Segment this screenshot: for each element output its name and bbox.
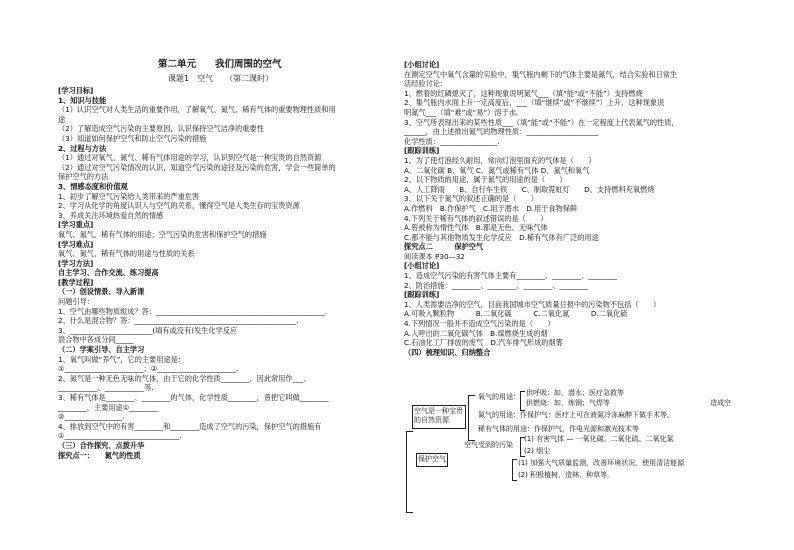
protect-measure-1: (1) 加强大气质量监测，改善环境状况，使用清洁能源 xyxy=(518,459,685,467)
right-line: 2、以下物质的用途，属于氮气的用途的是（ ） xyxy=(404,175,567,185)
rare-gas-use: 稀有气体的用途：作保护气，作电光源和激光技术等 xyxy=(478,425,639,433)
right-line: A.可吸入颗粒物 B.二氧化碳 C.二氧化氮 D.二氧化硫 xyxy=(404,309,628,319)
pollution-label: 空气受到的污染 xyxy=(464,441,513,449)
left-line: ②________________. xyxy=(58,412,125,422)
left-line: 混合物中各成分间_____ xyxy=(58,335,134,345)
right-line: 阅读课本 P30—32 xyxy=(404,251,465,261)
left-line: 1、初步了解空气污染给人类带来的严重危害 xyxy=(58,191,200,201)
main-brace xyxy=(406,431,413,513)
right-line: [跟踪训练] xyxy=(404,290,440,300)
o2-use-a: 供呼吸：如，潜水；医疗急救等 xyxy=(526,389,624,397)
pollution-dust: (2) 烟尘 xyxy=(524,447,551,455)
protect-label: 保护空气 xyxy=(418,455,446,463)
left-line: 保护空气的方法 xyxy=(58,172,109,182)
right-line: 1、为了使灯泡经久耐用，常向灯泡里面充的气体是（ ） xyxy=(404,155,596,165)
left-line: （三）合作探究、点拨升华 xyxy=(58,440,145,450)
right-line: A、二氧化碳 B、氧气 C、氮气或稀有气体 D、氮气和氧气 xyxy=(404,165,590,175)
right-line: 明氮气___（填“难”或“易”）溶于水。 xyxy=(404,107,524,117)
right-line: 4.下列情况一般并不造成空气污染的是（ ） xyxy=(404,319,555,329)
protect-measure-2: (2) 积极植树、造林、种草等。 xyxy=(518,471,615,479)
pollution-gas: (1) 有害气体 — 一氧化碳、二氧化硫、二氧化氮 xyxy=(524,435,674,443)
protect-brace xyxy=(512,459,517,481)
right-line: ______，由上述推出氮气的物理性质：____________________ xyxy=(404,127,599,137)
right-line: 在测定空气中氧气含量的实验中，集气瓶内剩下的气体主要是氮气，结合实验和日常生 xyxy=(404,69,678,79)
right-line: 探究点二 保护空气 xyxy=(404,242,484,252)
right-line: 1、人类需要洁净的空气，目前我国城市空气质量日报中的污染物不包括（ ） xyxy=(404,299,661,309)
left-line: （2）通过对空气污染情况的认识，知道空气污染的途径及污染的危害，学会一些简单的 xyxy=(58,162,336,172)
left-line: ________，主要用途①________ xyxy=(58,402,158,412)
n2-use: 氮气的用途：作保护气：医疗上可在液氮冷冻麻醉下做手术等。 xyxy=(478,411,674,419)
left-line: [教学过程] xyxy=(58,277,94,287)
left-line: 问题引导： xyxy=(58,297,94,307)
left-line: 途 xyxy=(58,114,66,124)
root-label: 空气是一种宝贵的自然资源 xyxy=(414,407,463,424)
right-line: 化学性质：________________. xyxy=(404,136,500,146)
left-line: 3、养成关注环境热爱自然的情感 xyxy=(58,210,164,220)
left-line: （3）知道如何保护空气和防止空气污染的措施 xyxy=(58,133,207,143)
right-line: A.人呼出的二氧化碳气体 B.煤燃烧生成的烟 xyxy=(404,328,548,338)
right-line: A.作燃料 B.作保护气 C.用于潜水 D.用于食物保鲜 xyxy=(404,203,578,213)
left-line: （一）创设情景、导入新课 xyxy=(58,287,145,297)
left-line: （二）学案引导、自主学习 xyxy=(58,345,145,355)
right-line: [小组讨论] xyxy=(404,60,440,69)
o2-brace xyxy=(520,391,525,411)
right-line: A.曾被称为惰性气体 B.都是无色、无味气体 xyxy=(404,223,548,233)
right-line: C.石油化工厂排放的废气 D.汽车排气形成的烟雾 xyxy=(404,338,563,348)
right-line: 3、以下关于氮气的叙述正确的是（ ） xyxy=(404,194,538,204)
side-note: 造成空 xyxy=(710,399,731,407)
left-line: （1）通过对氧气、氮气、稀有气体用途的学习，认识到空气是一种宝贵的自然资源 xyxy=(58,153,322,163)
left-line: （2）了解造成空气污染的主要原因，认识保持空气洁净的重要性 xyxy=(58,124,264,134)
right-line: 2、集气瓶内水面上升一定高度后，___（填“继续”或“不继续”）上升，这种现象说 xyxy=(404,98,665,108)
left-line: 3、情感态度和价值观 xyxy=(58,181,128,191)
o2-use-label: 氧气的用途： xyxy=(478,393,520,401)
left-line: 2、什么是混合物？答：_____________________________________________. xyxy=(58,316,299,326)
left-line: ①________________________________. xyxy=(58,431,182,441)
left-line: 4、排放到空气中的有害________和________造成了空气的污染，保护空气的措施有 xyxy=(58,421,322,431)
left-line: 自主学习、合作交流、练习提高 xyxy=(58,268,159,278)
knowledge-summary-diagram xyxy=(404,391,749,541)
left-line: [学习重点] xyxy=(58,220,94,230)
right-line: [小组讨论] xyxy=(404,261,440,271)
root-brace xyxy=(468,395,475,441)
o2-use-b: 供燃烧：如，炼钢；气焊等 xyxy=(526,399,610,407)
left-line: 1、空气由哪些物质组成？答：_______________________________________________. xyxy=(58,306,328,316)
left-line: [学习难点] xyxy=(58,239,94,249)
left-line: 1、氧气叫做“养气”，它的主要用途是： xyxy=(58,354,186,364)
right-line: 2、防治措施：________、________、________、________ xyxy=(404,280,589,290)
right-line: 1、燃着的红磷熄灭了，这种现象说明氮气___（填“能”或“不能”）支持燃烧 xyxy=(404,88,643,98)
left-line: 1、知识与技能 xyxy=(58,95,107,105)
left-line: ___________、___________等. xyxy=(58,383,154,393)
right-line: 4.下列关于稀有气体的叙述错误的是（ ） xyxy=(404,213,548,223)
right-line: 3、空气所表现出来的某些性质___（填“能”或“不能”）在一定程度上代表氮气的性质， xyxy=(404,117,679,127)
left-line: 氧气、氮气、稀有气体的用途；空气污染的危害和保护空气的措施 xyxy=(58,229,267,239)
right-column xyxy=(404,60,749,357)
right-line: 1、造成空气污染的有害气体主要有________、________、________ xyxy=(404,271,618,281)
left-line: 2、过程与方法 xyxy=(58,143,107,153)
right-line: [跟踪训练] xyxy=(404,146,440,156)
right-line: 活经验讨论： xyxy=(404,79,448,89)
left-line: [学习目标] xyxy=(58,86,94,95)
lesson-title: 课题1 空气 （第二课时） xyxy=(168,74,274,83)
left-line: 探究点一： 氮气的性质 xyxy=(58,450,141,460)
left-line: 3、_______________________(填有或没有)发生化学反应 xyxy=(58,325,238,335)
left-column xyxy=(58,86,393,460)
left-line: 3、稀有气体是________、________的气体，化学性质________，曾把它叫做________ xyxy=(58,393,329,402)
right-line: （四）梳理知识、归纳整合 xyxy=(404,347,491,357)
left-line: [学习方法] xyxy=(58,258,94,268)
left-line: （1）认识空气对人类生活的重要作用，了解氧气、氮气、稀有气体的重要物理性质和用 xyxy=(58,105,336,115)
left-line: ①______________________；②______________________. xyxy=(58,364,239,374)
right-line: C.都不能与其他物质发生化学反应 D.稀有气体有广泛的用途 xyxy=(404,232,599,242)
left-line: 氧气、氮气、稀有气体的用途与性质的关系 xyxy=(58,249,195,259)
left-line: 2、学习从化学的角度认识人与空气的关系，懂得空气是人类生存的宝贵资源 xyxy=(58,201,300,211)
left-line: 2、氮气是一种无色无味的气体，由于它的化学性质________，因此常用作___、 xyxy=(58,373,311,383)
right-line: A、人工降雨 B、自行车生铁 C、制取霓虹灯 D、支持燃料充氧燃烧 xyxy=(404,184,655,194)
unit-title: 第二单元 我们周围的空气 xyxy=(158,59,282,70)
